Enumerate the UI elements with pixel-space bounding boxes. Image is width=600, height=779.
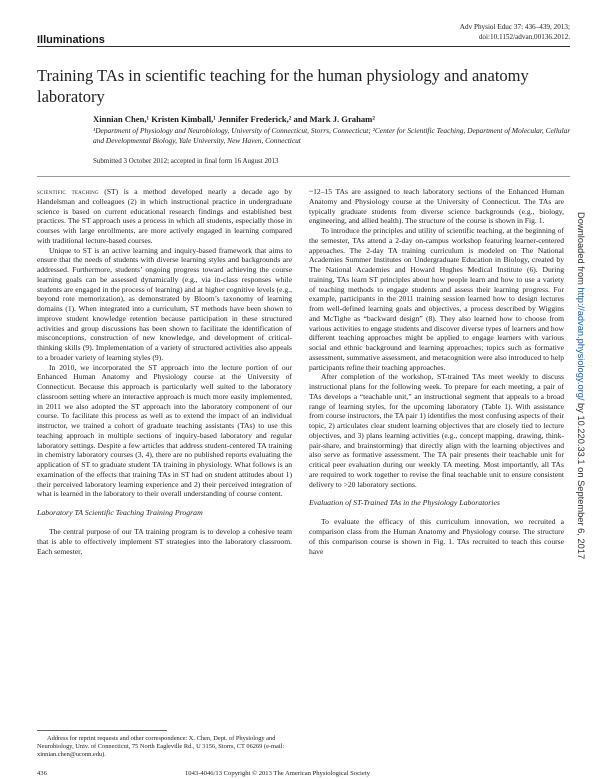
section-heading: Laboratory TA Scientific Teaching Training Program	[37, 508, 203, 517]
page-number: 436	[37, 770, 47, 777]
doi-line: doi:10.1152/advan.00136.2012.	[478, 32, 570, 41]
paragraph: After completion of the workshop, ST-trained TAs meet weekly to discuss instructional plans for the following week. To prepare for each meeting, a pair of TAs develops a “teachable unit,” an instructional segment that appeals to a broad range of learning styles, for the upcoming laboratory (Table 1). With assistance from course instructors, the TA pair 1) identifies the most confusing aspects of their topic, 2) articulates clear student learning objectives that are closely tied to lecture objectives, and 3) plans learning activities (e.g., concept mapping, drawing, think-pair-share, and brainstorming) that directly align with the learning objectives and also serve as formative assessment. The TA pair presents their teachable unit for critical peer evaluation during our weekly TA meeting. Most importantly, all TAs are required to work together to revise the final teachable unit to ensure consistent delivery to >20 laboratory sections.	[309, 372, 564, 489]
download-prefix: Downloaded from	[576, 212, 586, 288]
journal-citation	[460, 23, 570, 42]
paragraph: In 2010, we incorporated the ST approach into the lecture portion of our Enhanced Human Anatomy and Physiology course at the University of Connecticut. Because this approach is particularly well suited to the laboratory classroom setting where an interactive approach is much more easily implemented, in 2011 we also adopted the ST approach into the laboratory component of our course. To facilitate this process as well as to extend the impact of an individual instructor, we trained a cohort of graduate teaching assistants (TAs) to use this teaching approach in multiple sections of inquiry-based laboratory and regular laboratory settings. Despite a few articles that address student-centered TA training in chemistry laboratory courses (3, 4), there are no published reports evaluating the application of ST to graduate student TA training in physiology. What follows is an examination of the effects that training TAs in ST had on student attitudes about 1) their perceived laboratory learning experience and 2) their perceived integration of what is learned in the laboratory to their overall understanding of course content.	[37, 362, 292, 499]
title-divider	[37, 176, 570, 177]
section-heading: Evaluation of ST-Trained TAs in the Physiology Laboratories	[309, 498, 500, 508]
citation-line: Adv Physiol Educ 37: 436–439, 2013;	[459, 23, 570, 31]
download-watermark	[576, 212, 596, 612]
paragraph: The central purpose of our TA training program is to develop a cohesive team that is able to effectively implement ST strategies into the laboratory classroom. Each semester,	[37, 527, 292, 556]
paragraph: Unique to ST is an active learning and inquiry-based framework that aims to ensure that the needs of students with diverse learning styles and backgrounds are addressed. Furthermore, students’ ongoing progress toward achieving the course learning goals can be assessed dynamically (e.g., via in-class responses while students are engaged in the process of learning) and at higher cognitive levels (e.g., beyond rote memorization), as demonstrated by Bloom’s taxonomy of learning domains (1). When integrated into a curriculum, ST methods have been shown to improve student knowledge retention because participation in these structured activities and group discussions has been shown to facilitate the identification of misconceptions, construction of new knowledge, and development of critical-thinking skills (9). Implementation of a variety of structured activities also appeals to a broader variety of learning styles (9).	[37, 245, 292, 362]
lead-in-text: scientific teaching	[37, 187, 99, 196]
paragraph: To evaluate the efficacy of this curriculum innovation, we recruited a comparison class from the Human Anatomy and Physiology course. The structure of this comparison course is shown in Fig. 1. TAs recruited to teach this course have	[309, 517, 564, 556]
author-list: Xinnian Chen,¹ Kristen Kimball,¹ Jennifer Frederick,² and Mark J. Graham²	[93, 114, 375, 124]
download-suffix: by 10.220.33.1 on September 6, 2017	[576, 400, 586, 560]
affiliations: ¹Department of Physiology and Neurobiology, University of Connecticut, Storrs, Connecticut; ²Center for Scientific Teaching, Department of Molecular, Cellular and Developmental Biology, Yale University, New Haven, Connecticut	[93, 126, 571, 145]
correspondence-footnote: Address for reprint requests and other correspondence: X. Chen, Dept. of Physiology and Neurobiology, Univ. of Connecticut, 75 North Eagleville Rd., U 3156, Storrs, CT 06269 (e-mail: xinnian.chen@uconn.edu).	[37, 735, 285, 759]
article-title: Training TAs in scientific teaching for the human physiology and anatomy laboratory	[37, 66, 529, 106]
left-column	[37, 187, 292, 556]
copyright-line: 1043-4046/13 Copyright © 2013 The American Physiological Society	[185, 770, 370, 777]
paragraph: To introduce the principles and utility of scientific teaching, at the beginning of the semester, TAs attend a 2-day on-campus workshop featuring learner-centered approaches. The 2-day TA training curriculum is modeled on The National Academies Summer Institutes on Undergraduate Education in Biology, created by The National Academies and Howard Hughes Medical Institute (6). During training, TAs learn ST principles about how people learn and how to use a variety of teaching methods to engage students and assess their learning progress. For example, participants in the 2011 training session learned how to design lectures from well-defined learning goals and objectives, a process described by Wiggins and McTighe as “backward design” (8). They also learned how to choose from various activities to engage students and discover diverse types of learners and how different teaching approaches might be applied to engage learners with various social and ethnic background and learning approaches; topics such as formative assessment, summative assessment, and metacognition were also introduced to help participants refine their teaching approaches.	[309, 226, 564, 372]
right-column	[309, 187, 564, 556]
paragraph-text: (ST) is a method developed nearly a decade ago by Handelsman and colleagues (2) in which instructional practice in undergraduate science is based on current educational research findings and established best practices. The ST approach uses a process in which all students, especially those in courses with large enrollments, are more actively engaged in learning compared with traditional lecture-based courses.	[37, 187, 292, 245]
download-notice	[576, 212, 586, 559]
submission-dates: Submitted 3 October 2012; accepted in final form 16 August 2013	[93, 157, 279, 165]
paragraph	[37, 187, 292, 246]
section-label: Illuminations	[37, 34, 105, 46]
header-rule	[37, 46, 570, 47]
footnote-rule	[37, 730, 167, 731]
paragraph: ~12–15 TAs are assigned to teach laboratory sections of the Enhanced Human Anatomy and Physiology course at the University of Connecticut. The TAs are typically graduate students from diverse science backgrounds (e.g., biology, engineering, and allied health). The structure of the course is shown in Fig. 1.	[309, 187, 564, 226]
source-link[interactable]: http://advan.physiology.org/	[576, 287, 586, 401]
